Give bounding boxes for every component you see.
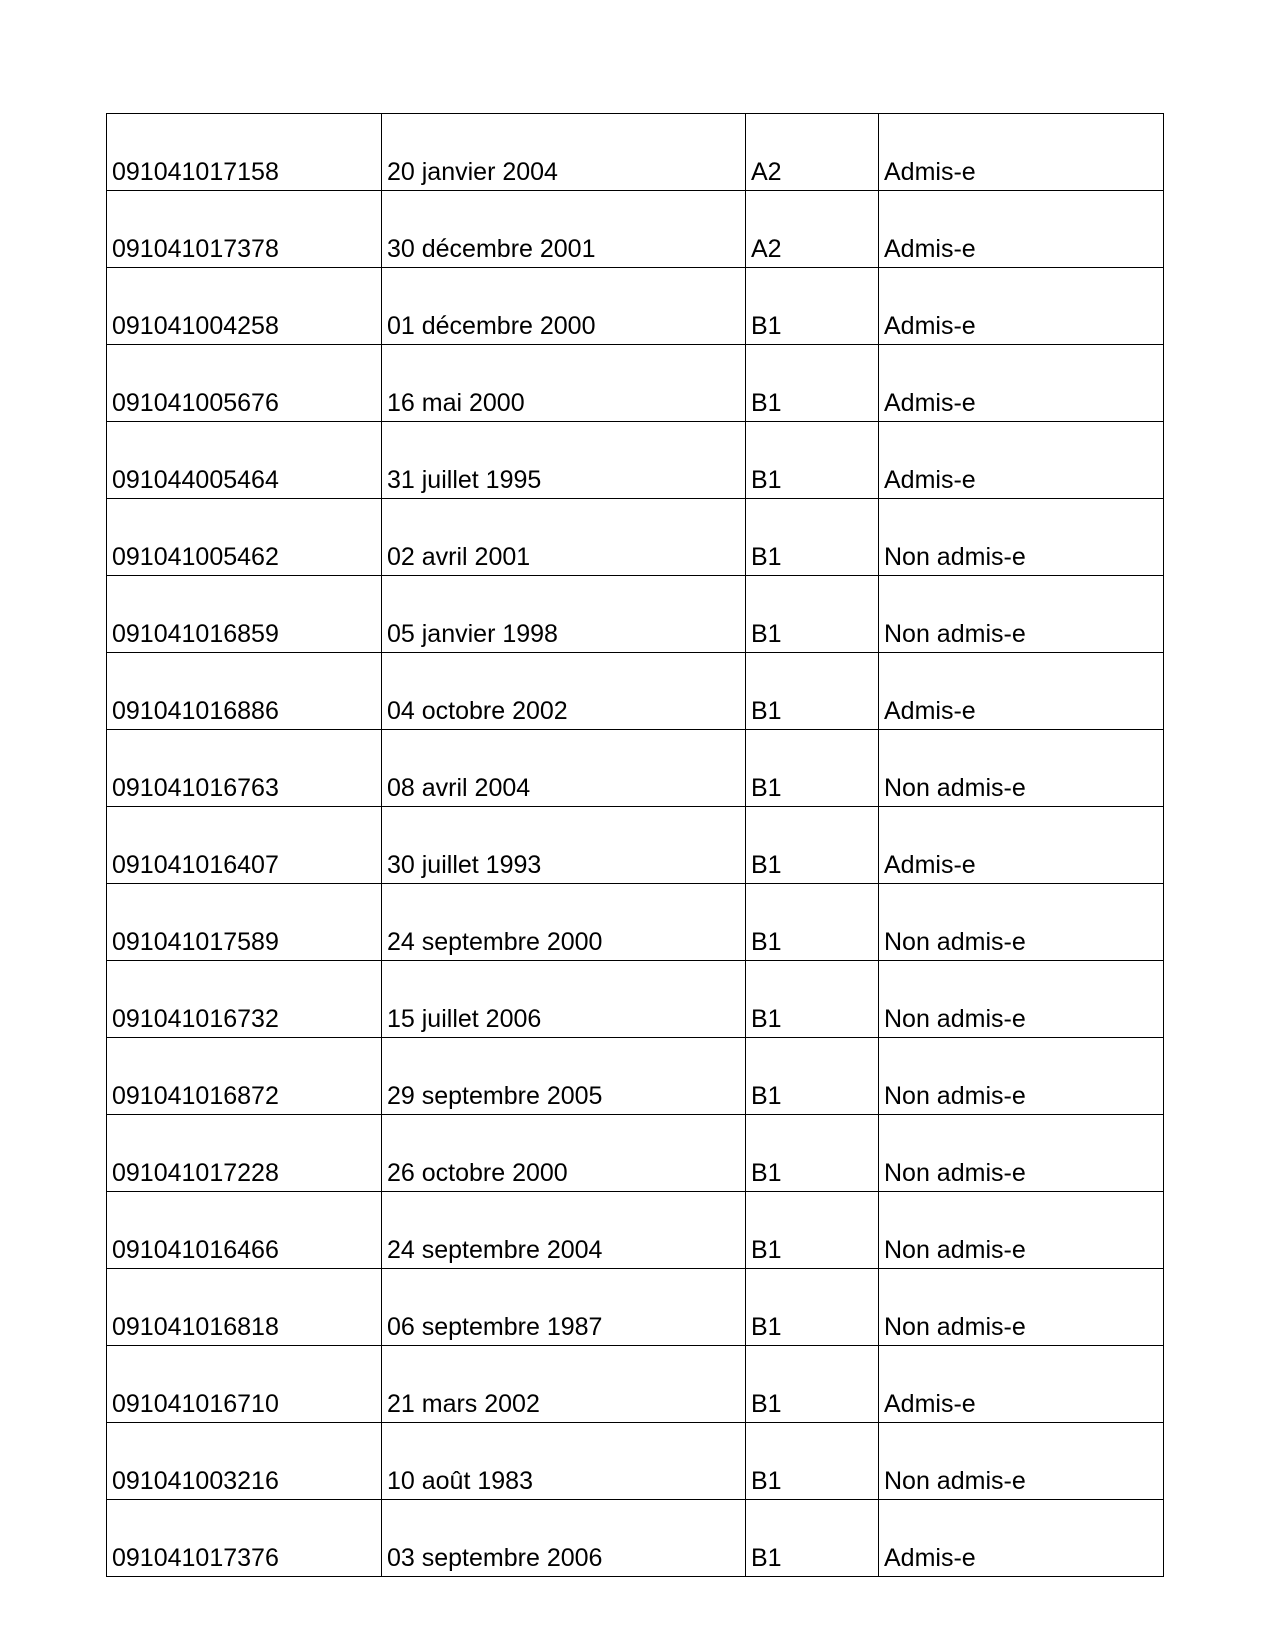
table-row <box>107 114 1164 191</box>
birth-date-cell: 29 septembre 2005 <box>382 1038 746 1115</box>
birth-date-cell: 31 juillet 1995 <box>382 422 746 499</box>
level-cell: B1 <box>746 730 879 807</box>
level-cell: A2 <box>746 114 879 191</box>
birth-date-cell: 24 septembre 2004 <box>382 1192 746 1269</box>
table-row <box>107 1269 1164 1346</box>
level-cell: B1 <box>746 653 879 730</box>
birth-date-cell: 10 août 1983 <box>382 1423 746 1500</box>
candidate-id-cell: 091041016818 <box>107 1269 382 1346</box>
birth-date-cell: 02 avril 2001 <box>382 499 746 576</box>
birth-date-cell: 05 janvier 1998 <box>382 576 746 653</box>
table-row <box>107 1038 1164 1115</box>
table-row <box>107 345 1164 422</box>
level-cell: B1 <box>746 1269 879 1346</box>
result-cell: Admis-e <box>879 114 1164 191</box>
candidate-id-cell: 091041016886 <box>107 653 382 730</box>
table-row <box>107 268 1164 345</box>
candidate-id-cell: 091041017376 <box>107 1500 382 1577</box>
birth-date-cell: 04 octobre 2002 <box>382 653 746 730</box>
result-cell: Admis-e <box>879 653 1164 730</box>
result-cell: Non admis-e <box>879 730 1164 807</box>
table-row <box>107 499 1164 576</box>
birth-date-cell: 20 janvier 2004 <box>382 114 746 191</box>
level-cell: B1 <box>746 961 879 1038</box>
result-cell: Non admis-e <box>879 1115 1164 1192</box>
table-row <box>107 422 1164 499</box>
level-cell: B1 <box>746 422 879 499</box>
result-cell: Admis-e <box>879 1346 1164 1423</box>
candidate-id-cell: 091041016710 <box>107 1346 382 1423</box>
level-cell: B1 <box>746 345 879 422</box>
candidate-id-cell: 091041017228 <box>107 1115 382 1192</box>
birth-date-cell: 21 mars 2002 <box>382 1346 746 1423</box>
candidate-id-cell: 091041005676 <box>107 345 382 422</box>
level-cell: B1 <box>746 576 879 653</box>
candidate-id-cell: 091041016407 <box>107 807 382 884</box>
table-row <box>107 730 1164 807</box>
table-row <box>107 191 1164 268</box>
result-cell: Non admis-e <box>879 1192 1164 1269</box>
level-cell: B1 <box>746 1115 879 1192</box>
table-row <box>107 1500 1164 1577</box>
result-cell: Non admis-e <box>879 1269 1164 1346</box>
table-row <box>107 1423 1164 1500</box>
table-row <box>107 1192 1164 1269</box>
level-cell: B1 <box>746 499 879 576</box>
results-table <box>106 113 1164 1577</box>
level-cell: A2 <box>746 191 879 268</box>
candidate-id-cell: 091041005462 <box>107 499 382 576</box>
candidate-id-cell: 091041003216 <box>107 1423 382 1500</box>
birth-date-cell: 30 décembre 2001 <box>382 191 746 268</box>
birth-date-cell: 26 octobre 2000 <box>382 1115 746 1192</box>
birth-date-cell: 15 juillet 2006 <box>382 961 746 1038</box>
table-row <box>107 1346 1164 1423</box>
result-cell: Admis-e <box>879 345 1164 422</box>
candidate-id-cell: 091041016859 <box>107 576 382 653</box>
birth-date-cell: 24 septembre 2000 <box>382 884 746 961</box>
result-cell: Non admis-e <box>879 1038 1164 1115</box>
results-table-body <box>107 114 1164 1577</box>
table-row <box>107 961 1164 1038</box>
birth-date-cell: 01 décembre 2000 <box>382 268 746 345</box>
result-cell: Non admis-e <box>879 884 1164 961</box>
table-row <box>107 1115 1164 1192</box>
result-cell: Non admis-e <box>879 499 1164 576</box>
birth-date-cell: 06 septembre 1987 <box>382 1269 746 1346</box>
candidate-id-cell: 091041016732 <box>107 961 382 1038</box>
level-cell: B1 <box>746 268 879 345</box>
result-cell: Non admis-e <box>879 576 1164 653</box>
birth-date-cell: 16 mai 2000 <box>382 345 746 422</box>
level-cell: B1 <box>746 1192 879 1269</box>
table-row <box>107 884 1164 961</box>
candidate-id-cell: 091041017378 <box>107 191 382 268</box>
candidate-id-cell: 091041004258 <box>107 268 382 345</box>
candidate-id-cell: 091041016872 <box>107 1038 382 1115</box>
candidate-id-cell: 091041017158 <box>107 114 382 191</box>
table-row <box>107 653 1164 730</box>
birth-date-cell: 03 septembre 2006 <box>382 1500 746 1577</box>
birth-date-cell: 08 avril 2004 <box>382 730 746 807</box>
result-cell: Admis-e <box>879 807 1164 884</box>
result-cell: Non admis-e <box>879 961 1164 1038</box>
birth-date-cell: 30 juillet 1993 <box>382 807 746 884</box>
level-cell: B1 <box>746 1038 879 1115</box>
level-cell: B1 <box>746 1500 879 1577</box>
result-cell: Admis-e <box>879 422 1164 499</box>
table-row <box>107 807 1164 884</box>
candidate-id-cell: 091044005464 <box>107 422 382 499</box>
table-row <box>107 576 1164 653</box>
level-cell: B1 <box>746 1423 879 1500</box>
result-cell: Non admis-e <box>879 1423 1164 1500</box>
candidate-id-cell: 091041017589 <box>107 884 382 961</box>
level-cell: B1 <box>746 807 879 884</box>
level-cell: B1 <box>746 1346 879 1423</box>
result-cell: Admis-e <box>879 1500 1164 1577</box>
candidate-id-cell: 091041016466 <box>107 1192 382 1269</box>
result-cell: Admis-e <box>879 268 1164 345</box>
level-cell: B1 <box>746 884 879 961</box>
result-cell: Admis-e <box>879 191 1164 268</box>
candidate-id-cell: 091041016763 <box>107 730 382 807</box>
